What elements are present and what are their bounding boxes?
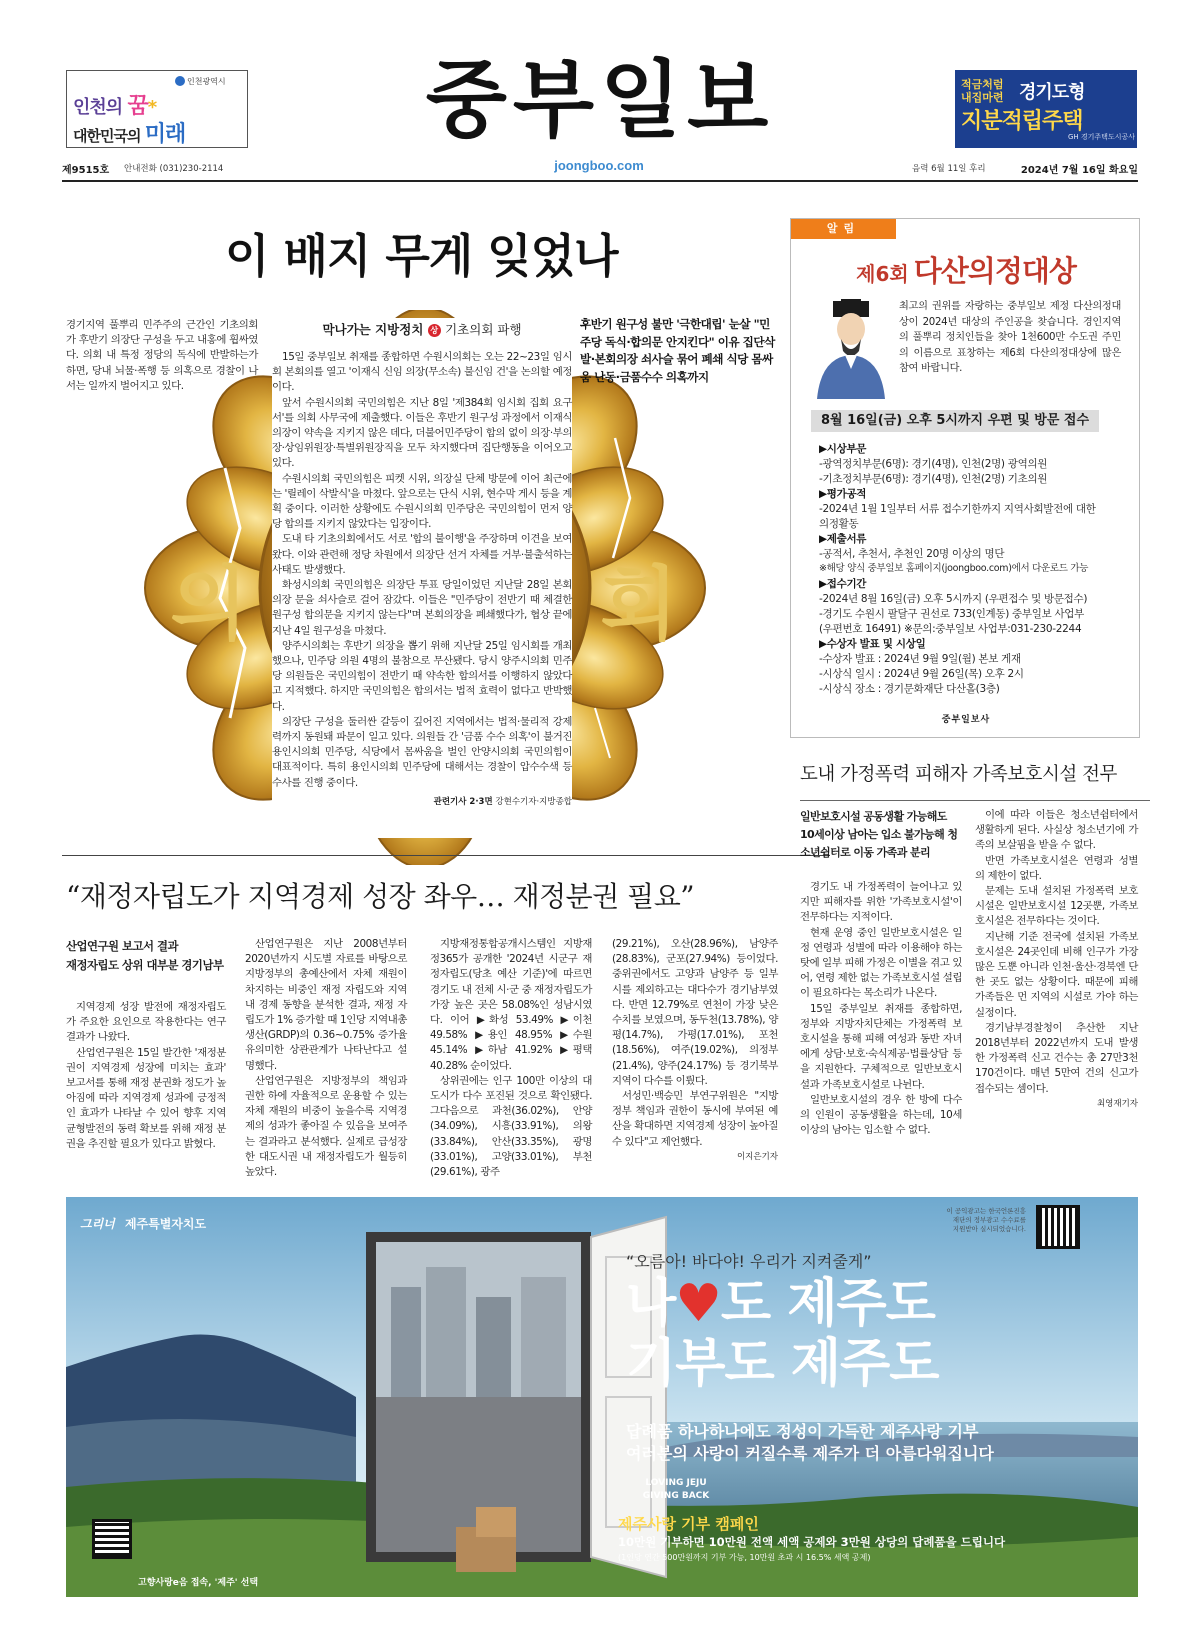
website-link[interactable]: joongboo.com <box>554 158 644 173</box>
ad-jeju-donation[interactable] <box>66 1197 1138 1597</box>
story2-col3 <box>430 937 592 1180</box>
notice-line: -기초정치부문(6명): 경기(4명), 인천(2명) 기초의원 <box>819 473 1048 485</box>
top-story-paragraph: 15일 중부일보 취재를 종합하면 수원시의회는 오는 22~23일 임시회 본회의를 열고 '이재식 신임 의장(무소속) 불신임 건'을 논의할 예정이다. <box>272 351 572 394</box>
story2-headline[interactable]: “재정자립도가 지역경제 성장 좌우… 재정분권 필요” <box>66 880 695 913</box>
side-story-col1 <box>800 880 962 1138</box>
qr-code-icon[interactable] <box>1036 1205 1080 1249</box>
ad-jeju-benefit-note: (1인당 연간 500만원까지 기부 가능, 10만원 초과 시 16.5% 세액 공제) <box>618 1553 871 1562</box>
ad-jeju-desc2: 여러분의 사랑이 커질수록 제주가 더 아름다워집니다 <box>626 1444 994 1463</box>
top-story-subheadline: 후반기 원구성 불만 '극한대립' 눈살 "민주당 독식·합의문 안지킨다" 이유 집단삭발·본회의장 쇠사슬 묶어 폐쇄 식당 몸싸움 난동·금품수수 의혹까지 <box>580 317 775 384</box>
notice-line: -광역정치부문(6명): 경기(4명), 인천(2명) 광역의원 <box>819 458 1048 470</box>
story2-col4 <box>612 937 778 1162</box>
notice-box-dasan-award[interactable] <box>790 218 1140 738</box>
ad-jeju-quote: “오름아! 바다야! 우리가 지켜줄게” <box>626 1252 872 1271</box>
notice-line: -경기도 수원시 팔달구 권선로 733(인계동) 중부일보 사업부 <box>819 608 1084 620</box>
side-story-headline[interactable]: 도내 가정폭력 피해자 가족보호시설 전무 <box>800 764 1117 785</box>
side-story-rule <box>800 800 1150 801</box>
story2-col2 <box>245 937 407 1180</box>
side-story-paragraph: 문제는 도내 설치된 가정폭력 보호시설은 일반보호시설 12곳뿐, 가족보호시설은 전무하다는 것이다. <box>975 885 1138 928</box>
ad-incheon-line2: 대한민국의 미래 <box>73 122 186 147</box>
ad-gh-small: 적금처럼 내집마련 <box>961 78 1004 104</box>
issue-number: 제9515호 <box>62 165 110 176</box>
story2-paragraph: 산업연구원은 지난 2008년부터 2020년까지 시도별 자료를 바탕으로 지방정부의 총예산에서 자체 재원이 차지하는 비중인 재정 자립도와 지역 내 경제 동향을 분석한 결과, 재정 자립도가 1% 증가할 때 1인당 지역내총생산(GRDP)의 0.36~0.75% 증가율 유의미한 상관관계가 나타난다고 설명했다. <box>245 938 407 1072</box>
side-story-paragraph: 지난해 기준 전국에 설치된 가족보호시설은 24곳인데 비해 인구가 가장 많은 도뿐 아니라 인천·울산·경북엔 단 한 곳도 없는 상황이다. 때문에 피해 가족들은 먼 지역의 시설로 가야 하는 실정이다. <box>975 930 1138 1019</box>
story2-paragraph: 지역경제 성장 발전에 재정자립도가 주요한 요인으로 작용한다는 연구결과가 나왔다. <box>66 1001 226 1044</box>
ad-incheon-seal-icon <box>175 76 185 86</box>
notice-line: -수상자 발표 : 2024년 9월 9일(월) 본보 게재 <box>819 653 1021 665</box>
newspaper-masthead[interactable]: 중부일보 <box>425 51 775 149</box>
notice-line: (우편번호 16491) ※문의:중부일보 사업부:031-230-2244 <box>819 623 1082 635</box>
side-story-subtitle: 일반보호시설 공동생활 가능해도 10세이상 남아는 입소 불가능해 청소년쉼터로 이동 가족과 분리 <box>800 810 958 859</box>
ad-incheon-line1: 인천의 꿈* <box>73 94 157 119</box>
notice-line: -시상식 장소 : 경기문화재단 다산홀(3층) <box>819 683 1000 695</box>
masthead-rule <box>62 180 1138 182</box>
story2-paragraph: 산업연구원은 15일 발간한 '재정분권이 지역경제 성장에 미치는 효과' 보고서를 통해 재정 분권화 정도가 높아짐에 따라 지역경제 성과에 긍정적인 효과가 나타날 수 있어 향후 지역 균형발전의 동력 확보를 위해 재정 분권을 추진할 필요가 있다고 밝혔다. <box>66 1046 226 1150</box>
ad-incheon-org: 인천광역시 <box>187 77 226 86</box>
ad-gh-housing[interactable] <box>955 70 1137 148</box>
top-story-paragraph: 양주시의회는 후반기 의장을 뽑기 위해 지난달 25일 임시회를 개최했으나, 민주당 의원 4명의 불참으로 무산됐다. 당시 양주시의회 민주당 의원들은 국민의힘이 전반기 때 약속한 합의서를 이행하지 않았다고 지적했다. 하지만 국민의힘은 합의서는 법적 효력이 없다고 반박했다. <box>272 639 572 713</box>
ad-jeju-org: 그리너 제주특별자치도 <box>80 1217 207 1231</box>
lunar-date: 음력 6월 11일 후리 <box>912 164 986 174</box>
notice-intro: 최고의 권위를 자랑하는 중부일보 제정 다산의정대상이 2024년 대상의 주인공을 찾습니다. 경인지역의 풀뿌리 정치인들을 찾아 1천600만 수도권 주민의 이름으로 표창하는 제6회 다산의정대상에 많은 참여 바랍니다. <box>899 301 1121 374</box>
side-story-paragraph: 경기남부경찰청이 추산한 지난 2018년부터 2022년까지 도내 발생한 가정폭력 신고 건수는 총 27만3천170건이다. 매년 5만여 건의 신고가 접수되는 셈이다. <box>975 1021 1138 1095</box>
story2-subtitle: 산업연구원 보고서 결과 재정자립도 상위 대부분 경기남부 <box>66 939 224 972</box>
side-story-byline: 최영재기자 <box>1096 1098 1138 1109</box>
top-story-paragraph: 도내 타 기초의회에서도 서로 '합의 불이행'을 주장하며 이견을 보여왔다. 이와 관련해 정당 차원에서 의장단 선거 자체를 거부·불출석하는 사태도 발생했다. <box>272 533 572 576</box>
masthead-info-bar <box>62 158 1138 178</box>
ad-jeju-disclaimer: 이 공익광고는 한국언론진흥재단의 정부광고 수수료를 지원받아 실시되었습니다. <box>946 1207 1026 1233</box>
notice-line: ▶평가공적 <box>819 488 867 500</box>
notice-line: ▶시상부문 <box>819 443 867 455</box>
notice-line: ▶제출서류 <box>819 533 867 545</box>
notice-line: -2024년 1월 1일부터 서류 접수기한까지 지역사회발전에 대한 <box>819 503 1096 515</box>
top-story-headline[interactable]: 이 배지 무게 잊었나 <box>225 229 618 283</box>
notice-line: -시상식 일시 : 2024년 9월 26일(목) 오후 2시 <box>819 668 1024 680</box>
notice-line: -2024년 8월 16일(금) 오후 5시까지 (우편접수 및 방문접수) <box>819 593 1088 605</box>
notice-signature: 중부일보사 <box>941 715 991 725</box>
ad-jeju-benefit: 10만원 기부하면 10만원 전액 세액 공제와 3만원 상당의 답례품을 드립니다 <box>618 1535 1006 1549</box>
top-story-paragraph: 화성시의회 국민의힘은 의장단 투표 당일이었던 지난달 28일 본회의장 문을 쇠사슬로 걸어 잠갔다. 이들은 "민주당이 전반기 때 체결한 원구성 합의문을 지키지 않는다"며 본회의장을 폐쇄했다가, 협상 끝에 지난 4일 원구성을 마쳤다. <box>272 579 572 637</box>
story2-paragraph: 지방재정통합공개시스템인 지방재정365가 공개한 '2024년 시군구 재정자립도(당초 예산 기준)'에 따르면 경기도 내 전체 시·군 중 재정자립도가 가장 높은 곳은 58.08%인 성남시였다. 이어 ▶화성 53.49% ▶이천 49.58% ▶용인 48.95% ▶수원 45.14% ▶하남 41.92% ▶평택 40.28% 순이었다. <box>430 938 592 1072</box>
side-story-paragraph: 15일 중부일보 취재를 종합하면, 정부와 지방자치단체는 가정폭력 보호시설을 통해 피해 여성과 동반 자녀에게 상담·보호·숙식제공·법률상담 등을 지원한다. 구체적으로 일반보호시설과 가족보호시설로 나뉜다. <box>800 1002 962 1091</box>
top-story-paragraph: 의장단 구성을 둘러싼 갈등이 깊어진 지역에서는 법적·물리적 강제력까지 동원돼 파문이 일고 있다. 의원들 간 '금품 수수 의혹'이 불거진 용인시의회 민주당, 식당에서 몸싸움을 벌인 안양시의회 국민의힘이 대표적이다. 특히 용인시의회 민주당에 대해서는 경찰이 압수수색 등 수사를 진행 중이다. <box>272 715 572 789</box>
series-number-badge: 상 <box>428 324 441 337</box>
publish-date: 2024년 7월 16일 화요일 <box>1020 165 1138 176</box>
side-story-paragraph: 일반보호시설의 경우 한 방에 다수의 인원이 공동생활을 하는데, 10세 이상의 남아는 입소할 수 없다. <box>800 1093 962 1137</box>
ad-jeju-slogan-a: 나♥도 제주도 <box>626 1274 935 1334</box>
notice-line: ▶수상자 발표 및 시상일 <box>819 638 926 650</box>
side-story-paragraph: 현재 운영 중인 일반보호시설은 일정 연령과 성별에 따라 이용해야 하는 탓에 일부 피해 가정은 이별을 겪고 있어, 연령 제한 없는 가족보호시설 설립이 필요하다는 목소리가 나온다. <box>800 926 962 1000</box>
heart-icon: ♥ <box>675 1274 721 1334</box>
notice-line: -공적서, 추천서, 추천인 20명 이상의 명단 <box>819 548 1005 560</box>
ad-jeju-campaign: 제주사랑 기부 캠페인 <box>618 1515 759 1533</box>
phone-number: 안내전화 (031)230-2114 <box>124 164 224 174</box>
side-story-paragraph: 경기도 내 가정폭력이 늘어나고 있지만 피해자를 위한 '가족보호시설'이 전무하다는 지적이다. <box>800 881 962 924</box>
story2-col1 <box>66 1000 226 1152</box>
notice-period: 8월 16일(금) 오후 5시까지 우편 및 방문 접수 <box>811 410 1099 432</box>
story2-byline: 이지은기자 <box>736 1151 778 1162</box>
story2-paragraph: 상위권에는 인구 100만 이상의 대도시가 다수 포진된 것으로 확인됐다. 그다음으로 과천(36.02%), 안양(34.09%), 시흥(33.91%), 의왕(33.84%), 안산(33.35%), 광명(33.01%), 고양(33.01%), 부천(29.61%), 광주 <box>430 1074 592 1179</box>
ad-gh-org: GH 경기주택도시공사 <box>1067 133 1135 141</box>
ad-incheon[interactable] <box>66 70 248 148</box>
top-story-body <box>272 318 572 838</box>
badge-char-left: 의 <box>170 558 248 651</box>
notice-line: ※해당 양식 중부일보 홈페이지(joongboo.com)에서 다운로드 가능 <box>819 563 1089 574</box>
notice-tag: 알림 <box>791 219 896 239</box>
ad-jeju-site: 고향사랑e음 접속, '제주' 선택 <box>138 1578 259 1588</box>
side-story-paragraph: 반면 가족보호시설은 연령과 성별의 제한이 없다. <box>975 854 1138 882</box>
qr-code-bottom-icon[interactable] <box>92 1519 132 1559</box>
top-story-lead: 경기지역 풀뿌리 민주주의 근간인 기초의회가 후반기 의장단 구성을 두고 내홍에 휩싸였다. 의회 내 특정 정당의 독식에 반발하는가 하면, 당내 뇌물·폭행 등 의혹으로 경찰이 나서는 일까지 벌어지고 있다. <box>66 319 258 392</box>
top-story-paragraph: 앞서 수원시의회 국민의힘은 지난 8일 '제384회 임시회 집회 요구서'를 의회 사무국에 제출했다. 이들은 후반기 원구성 과정에서 이재식 의장이 약속을 지키지 않은 데다, 더불어민주당이 합의 없이 의장·부의장·상임위원장·특별위원장직을 모두 차지했다며 집단행동을 이어오고 있다. <box>272 396 572 470</box>
section-rule <box>62 855 830 856</box>
story2-paragraph: 산업연구원은 지방정부의 책임과 권한 하에 자율적으로 운용할 수 있는 자체 재원의 비중이 높을수록 지역경제의 성과가 좋아질 수 있음을 보여주는 결과라고 분석했다. 실제로 급성장한 대도시권 내 재정자립도가 월등히 높았다. <box>245 1074 407 1179</box>
notice-title: 제6회 다산의정대상 <box>856 254 1076 288</box>
ad-jeju-slogan-b: 기부도 제주도 <box>626 1334 939 1394</box>
story2-paragraph: (29.21%), 오산(28.96%), 남양주(28.83%), 군포(27.94%) 등이었다. 중위권에서도 고양과 남양주 등 일부 시를 제외하고는 대다수가 경기남부였다. 반면 12.79%로 연천이 가장 낮은 수치를 보였으며, 동두천(13.78%), 양평(14.7%), 가평(17.01%), 포천(18.56%), 여주(19.02%), 의정부(21.4%), 양주(24.17%) 등 경기북부 지역이 다수를 이뤘다. <box>612 938 778 1087</box>
story2-paragraph: 서성민·백승민 부연구위원은 "지방정부 책임과 권한이 동시에 부여된 예산을 확대하면 지역경제 성장이 높아질 수 있다"고 제언했다. <box>612 1090 778 1148</box>
ad-gh-brand-a: 경기도형 <box>1019 82 1085 103</box>
top-story-paragraph: 수원시의회 국민의힘은 피켓 시위, 의장실 단체 방문에 이어 최근에는 '릴레이 삭발식'을 마쳤다. 앞으로는 단식 시위, 현수막 게시 등을 계획 중이다. 이러한 상황에도 수원시의회 민주당은 국민의힘이 먼저 양당 합의를 지키지 않았다는 입장이다. <box>272 472 572 531</box>
ad-gh-brand-b: 지분적립주택 <box>961 109 1083 134</box>
notice-line: ▶접수기간 <box>819 578 867 590</box>
ad-jeju-desc1: 답례품 하나하나에도 정성이 가득한 제주사랑 기부 <box>626 1422 979 1441</box>
scholar-portrait <box>811 299 891 399</box>
star-icon: * <box>147 97 157 118</box>
side-story-col2 <box>975 808 1138 1109</box>
side-story-paragraph: 이에 따라 이들은 청소년쉼터에서 생활하게 된다. 사실상 청소년기에 가족의 보살핌을 받을 수 없다. <box>975 809 1138 852</box>
ad-jeju-campaign-logo: LOVING JEJU GIVING BACK <box>642 1478 710 1501</box>
top-story-byline: 관련기사 2·3면 강현수기자·지방종합 <box>433 796 572 807</box>
series-header: 막나가는 지방정치 상 기초의회 파행 <box>322 322 522 337</box>
scholar-portrait-icon <box>811 299 891 399</box>
notice-line: 의정활동 <box>819 518 859 530</box>
badge-char-right: 회 <box>600 558 678 651</box>
